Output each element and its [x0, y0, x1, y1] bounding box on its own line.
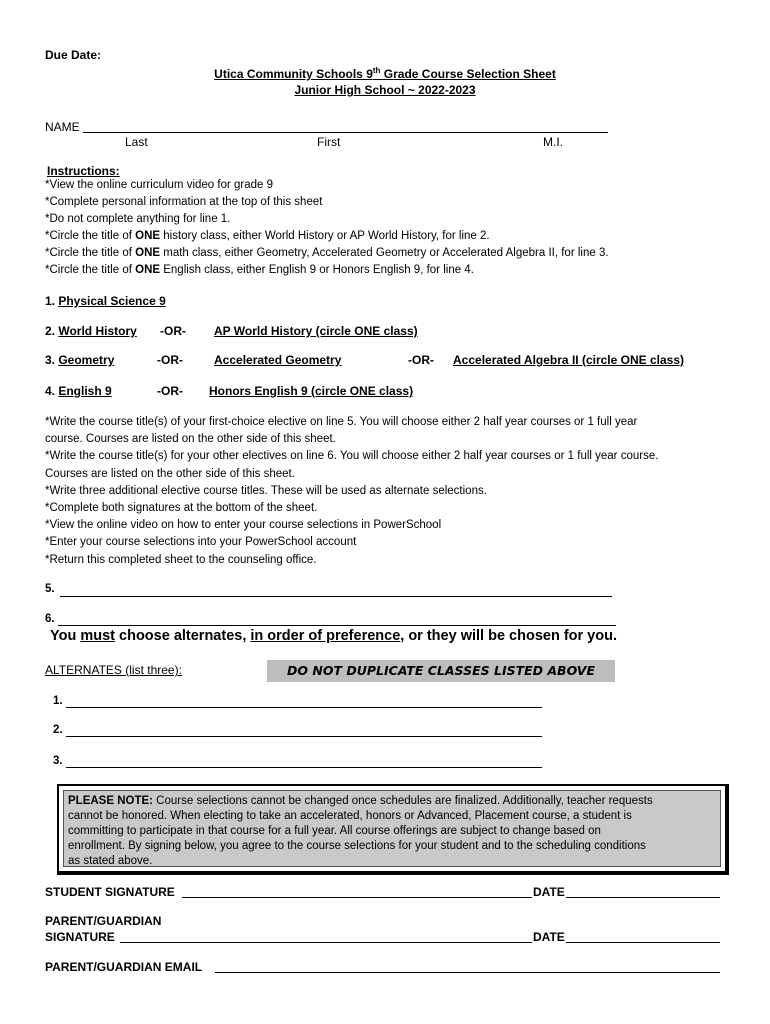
student-date-label: DATE: [533, 885, 565, 899]
elective-instruction-line: *Complete both signatures at the bottom of the sheet.: [45, 502, 318, 515]
instructions-heading: Instructions:: [47, 164, 120, 178]
course-ap-world-history[interactable]: AP World History (circle ONE class): [214, 324, 418, 338]
elective-line-6-field[interactable]: [58, 625, 616, 626]
course-geometry[interactable]: Geometry: [58, 353, 115, 367]
instructions-list: [45, 177, 735, 279]
or-separator: -OR-: [157, 384, 183, 398]
parent-email-label: PARENT/GUARDIAN EMAIL: [45, 960, 203, 974]
please-note-box: [57, 784, 729, 875]
course-world-history[interactable]: World History: [58, 324, 137, 338]
elective-instruction-line: *Write the course title(s) of your first-choice elective on line 5. You will choose either 2 half year courses or 1 full year: [45, 416, 638, 428]
please-note-text: PLEASE NOTE: Course selections cannot be changed once schedules are finalized. Additionally, teacher requests cannot be honored. When electing to take an accelerated, honors or Advanced, Placement course, a student is committing to participate in that course for a full year. All course offerings are subject to change based on enrollment. By signing below, you agree to the course selections for your student and to the scheduling conditions as stated above.: [63, 790, 721, 867]
student-date-field[interactable]: [566, 897, 720, 898]
course-physical-science: Physical Science 9: [58, 294, 166, 308]
name-field-line[interactable]: [83, 132, 608, 133]
alternates-notice: You must choose alternates, in order of preference, or they will be chosen for you.: [50, 628, 617, 644]
alternate-2-field[interactable]: [66, 736, 542, 737]
elective-line-5-field[interactable]: [60, 596, 612, 597]
instruction-line: *Do not complete anything for line 1.: [45, 213, 231, 225]
page-subtitle: Junior High School ~ 2022-2023: [294, 83, 476, 97]
course-honors-english-9[interactable]: Honors English 9 (circle ONE class): [209, 384, 414, 398]
instruction-line: *Complete personal information at the top of this sheet: [45, 196, 323, 208]
elective-instruction-line: *Write the course title(s) for your other electives on line 6. You will choose either 2 half year courses or 1 full year course.: [45, 450, 659, 463]
elective-line-6-label: 6.: [45, 613, 55, 625]
parent-date-field[interactable]: [566, 942, 720, 943]
instruction-line: *Circle the title of ONE English class, either English 9 or Honors English 9, for line 4.: [45, 264, 474, 276]
instruction-line: *Circle the title of ONE math class, either Geometry, Accelerated Geometry or Accelerated Algebra II, for line 3.: [45, 247, 609, 259]
name-label: NAME: [45, 120, 80, 134]
course-line-2-num: 2. World History: [45, 324, 137, 338]
parent-email-field[interactable]: [215, 972, 720, 973]
name-last-label: Last: [125, 135, 148, 149]
course-line-3-num: 3. Geometry: [45, 353, 115, 367]
elective-instruction-line: course. Courses are listed on the other side of this sheet.: [45, 433, 336, 446]
student-signature-field[interactable]: [182, 897, 532, 898]
alternate-3-label: 3.: [53, 755, 63, 767]
course-accelerated-geometry[interactable]: Accelerated Geometry: [214, 353, 342, 367]
elective-instruction-line: *View the online video on how to enter your course selections in PowerSchool: [45, 519, 442, 532]
name-first-label: First: [317, 135, 341, 149]
parent-date-label: DATE: [533, 930, 565, 944]
parent-signature-field[interactable]: [120, 942, 532, 943]
course-line-4-num: 4. English 9: [45, 384, 112, 398]
or-separator: -OR-: [157, 353, 183, 367]
elective-instruction-line: Courses are listed on the other side of this sheet.: [45, 467, 295, 480]
alternate-3-field[interactable]: [66, 767, 542, 768]
course-english-9[interactable]: English 9: [58, 384, 112, 398]
or-separator: -OR-: [408, 353, 434, 367]
course-line-1: 1. Physical Science 9: [45, 294, 166, 308]
alternate-2-label: 2.: [53, 724, 63, 736]
elective-instruction-line: *Return this completed sheet to the counseling office.: [45, 553, 317, 566]
elective-instruction-line: *Write three additional elective course titles. These will be used as alternate selections.: [45, 484, 487, 497]
elective-line-5-label: 5.: [45, 583, 55, 595]
do-not-duplicate-banner: DO NOT DUPLICATE CLASSES LISTED ABOVE: [267, 660, 615, 682]
course-accelerated-algebra[interactable]: Accelerated Algebra II (circle ONE class): [453, 353, 684, 367]
alternates-label: ALTERNATES (list three):: [45, 663, 182, 677]
parent-signature-label: SIGNATURE: [45, 930, 115, 944]
alternate-1-label: 1.: [53, 695, 63, 707]
elective-instructions: [45, 414, 735, 569]
name-mi-label: M.I.: [543, 135, 563, 149]
parent-guardian-label: PARENT/GUARDIAN: [45, 914, 162, 928]
due-date-label: Due Date:: [45, 48, 102, 62]
or-separator: -OR-: [160, 324, 186, 338]
instruction-line: *Circle the title of ONE history class, either World History or AP World History, for line 2.: [45, 230, 490, 242]
page-title: Utica Community Schools 9th Grade Course Selection Sheet: [214, 66, 556, 81]
alternate-1-field[interactable]: [66, 707, 542, 708]
student-signature-label: STUDENT SIGNATURE: [45, 885, 175, 899]
elective-instruction-line: *Enter your course selections into your PowerSchool account: [45, 536, 357, 549]
instruction-line: *View the online curriculum video for grade 9: [45, 179, 273, 191]
